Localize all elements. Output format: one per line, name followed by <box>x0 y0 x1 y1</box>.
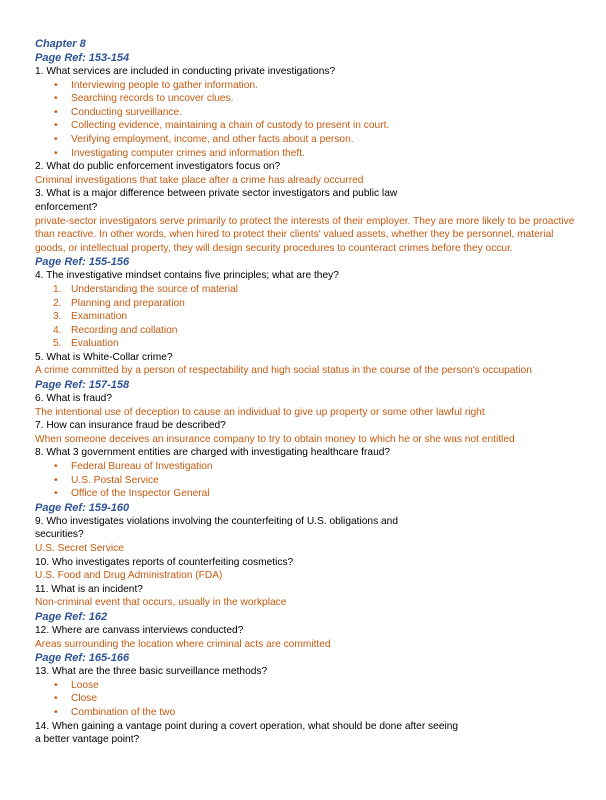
list-item: • Collecting evidence, maintaining a chain of custody to present in court. <box>71 119 586 133</box>
question: 6. What is fraud? <box>35 393 113 405</box>
answer: The intentional use of deception to cause an individual to give up property or some other lawful right <box>35 406 485 418</box>
answer: U.S. Food and Drug Administration (FDA) <box>35 570 223 582</box>
list-item: • U.S. Postal Service <box>71 474 586 488</box>
page-ref-heading: Page Ref: 155-156 <box>35 256 130 269</box>
question: 12. Where are canvass interviews conducted? <box>35 624 244 636</box>
list-item: • Verifying employment, income, and other facts about a person. <box>71 133 586 147</box>
list-number: 5. <box>53 338 62 350</box>
list-item <box>53 310 586 324</box>
list-item-text: Understanding the source of material <box>71 283 239 295</box>
answer: Areas surrounding the location where criminal acts are committed <box>35 638 331 650</box>
section <box>35 255 586 378</box>
section <box>35 378 586 501</box>
list-item <box>53 297 586 311</box>
list-item-text: Planning and preparation <box>71 297 185 309</box>
answer: private-sector investigators serve primarily to protect the interests of their employer. They are more likely to be proactive than reactive. In other words, when hired to protect their clients' valued assets, whether they be personnel, material goods, or intellectual property, they will design security procedures to counteract crimes before they occur. <box>35 215 575 254</box>
list-number: 3. <box>53 311 62 323</box>
question: 9. Who investigates violations involving the counterfeiting of U.S. obligations and <box>35 515 398 527</box>
list-item-text: Evaluation <box>71 338 119 350</box>
page-ref-heading: Page Ref: 153-154 <box>35 52 130 64</box>
question: 3. What is a major difference between private sector investigators and public law <box>35 188 398 200</box>
page-ref-heading: Page Ref: 159-160 <box>35 501 130 514</box>
answer-bullet-list <box>35 79 586 161</box>
question: 8. What 3 government entities are charged with investigating healthcare fraud? <box>35 447 391 459</box>
question-continuation: enforcement? <box>35 201 98 213</box>
list-item: • Office of the Inspector General <box>71 487 586 501</box>
question: 11. What is an incident? <box>35 583 143 595</box>
list-item: • Close <box>71 692 586 706</box>
answer: A crime committed by a person of respectability and high social status in the course of the person's occupation <box>35 365 532 377</box>
list-item-text: Examination <box>71 311 128 323</box>
list-item: • Loose <box>71 679 586 693</box>
list-item: • Searching records to uncover clues. <box>71 92 586 106</box>
list-item: • Investigating computer crimes and information theft. <box>71 147 586 161</box>
chapter-title: Chapter 8 <box>35 38 86 50</box>
section <box>35 51 586 255</box>
question: 2. What do public enforcement investigators focus on? <box>35 161 281 173</box>
page-ref-heading: Page Ref: 165-166 <box>35 652 130 665</box>
page-ref-heading: Page Ref: 162 <box>35 610 108 623</box>
list-item <box>53 324 586 338</box>
question: 14. When gaining a vantage point during a covert operation, what should be done after seeing <box>35 720 459 732</box>
list-number: 4. <box>53 324 62 336</box>
question: 7. How can insurance fraud be described? <box>35 420 226 432</box>
list-item <box>53 283 586 297</box>
question: 10. Who investigates reports of counterfeiting cosmetics? <box>35 556 294 568</box>
list-item: • Federal Bureau of Investigation <box>71 460 586 474</box>
list-item: • Interviewing people to gather information. <box>71 79 586 93</box>
list-item: • Conducting surveillance. <box>71 106 586 120</box>
question-continuation: securities? <box>35 529 84 541</box>
question: 4. The investigative mindset contains five principles; what are they? <box>35 270 339 282</box>
answer: When someone deceives an insurance company to try to obtain money to which he or she was not entitled <box>35 433 515 445</box>
question: 5. What is White-Collar crime? <box>35 351 173 363</box>
page-ref-heading: Page Ref: 157-158 <box>35 379 130 392</box>
list-item-text: Recording and collation <box>71 324 178 336</box>
answer-numbered-list <box>35 283 586 351</box>
answer-bullet-list <box>35 679 586 720</box>
list-item <box>53 337 586 351</box>
list-item: • Combination of the two <box>71 706 586 720</box>
section <box>35 651 586 747</box>
answer-bullet-list <box>35 460 586 501</box>
question: 13. What are the three basic surveillance methods? <box>35 666 268 678</box>
answer: Criminal investigations that take place after a crime has already occurred <box>35 174 364 186</box>
answer: Non-criminal event that occurs, usually in the workplace <box>35 597 287 609</box>
section <box>35 501 586 610</box>
question-continuation: a better vantage point? <box>35 734 140 746</box>
list-number: 1. <box>53 283 62 295</box>
section <box>35 610 586 651</box>
list-number: 2. <box>53 297 62 309</box>
answer: U.S. Secret Service <box>35 543 124 554</box>
question: 1. What services are included in conducting private investigations? <box>35 66 336 77</box>
